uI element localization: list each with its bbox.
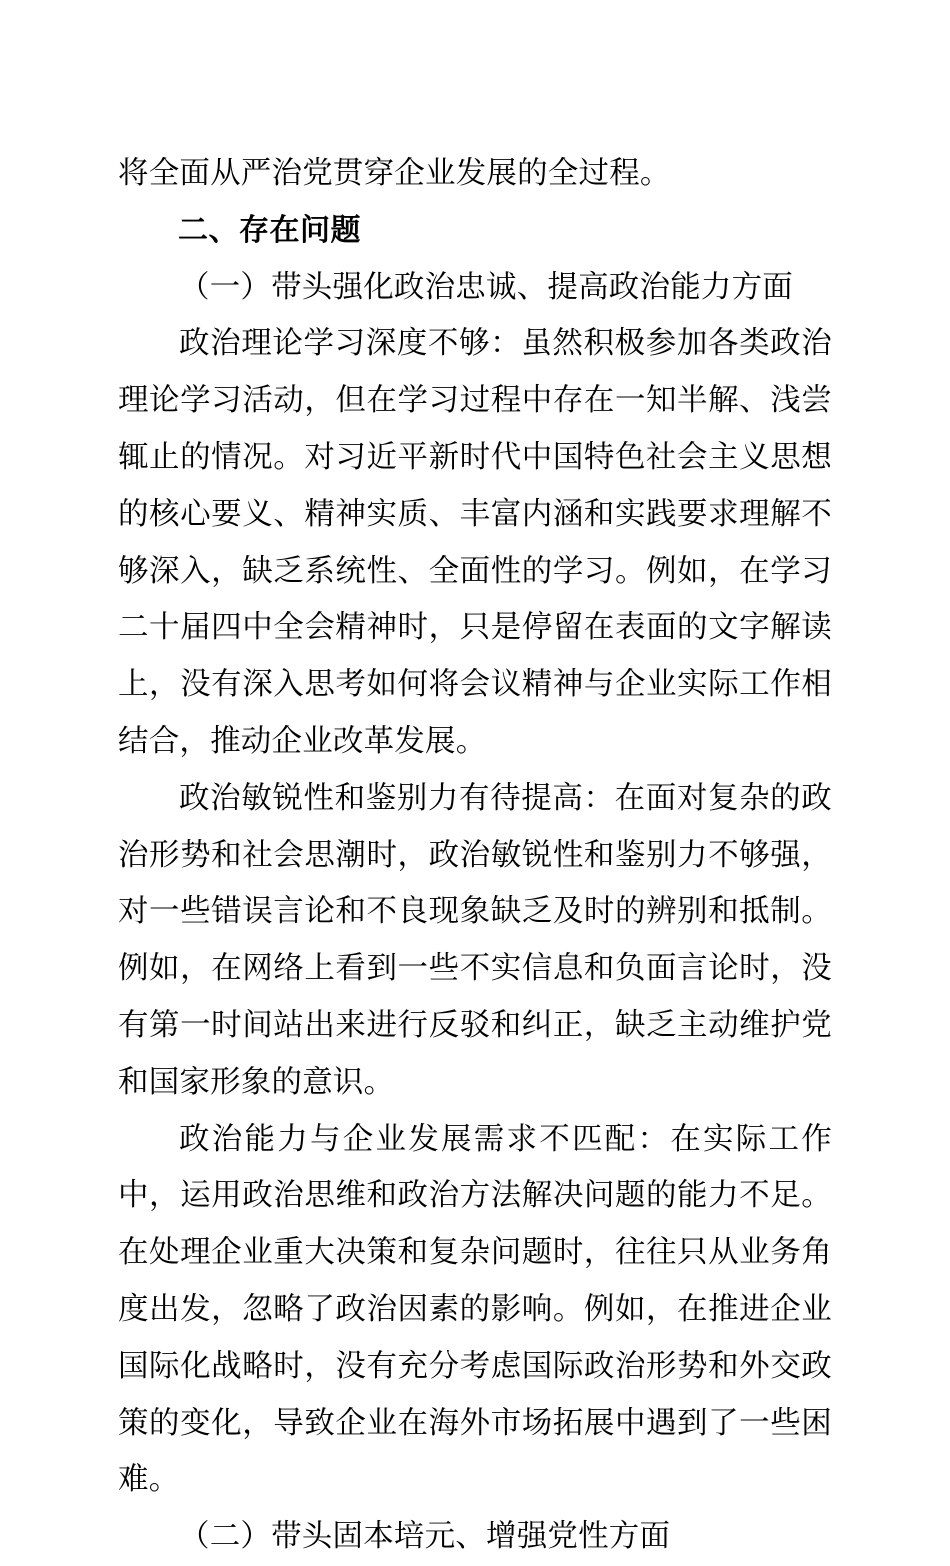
- paragraph-issue-theory-study: 政治理论学习深度不够：虽然积极参加各类政治理论学习活动，但在学习过程中存在一知半解、浅尝辄止的情况。对习近平新时代中国特色社会主义思想的核心要义、精神实质、丰富内涵和实践要求理解不够深入，缺乏系统性、全面性的学习。例如，在学习二十届四中全会精神时，只是停留在表面的文字解读上，没有深入思考如何将会议精神与企业实际工作相结合，推动企业改革发展。: [118, 326, 832, 759]
- subsection-heading-strengthen-party-spirit: （二）带头固本培元、增强党性方面: [179, 1519, 671, 1555]
- document-body: [118, 146, 832, 1566]
- paragraph-issue-capability-mismatch: 政治能力与企业发展需求不匹配：在实际工作中，运用政治思维和政治方法解决问题的能力不足。在处理企业重大决策和复杂问题时，往往只从业务角度出发，忽略了政治因素的影响。例如，在推进企业国际化战略时，没有充分考虑国际政治形势和外交政策的变化，导致企业在海外市场拓展中遇到了一些困难。: [118, 1121, 832, 1498]
- section-heading-existing-problems: 二、存在问题: [178, 212, 361, 248]
- paragraph-issue-political-acuity: 政治敏锐性和鉴别力有待提高：在面对复杂的政治形势和社会思潮时，政治敏锐性和鉴别力不够强，对一些错误言论和不良现象缺乏及时的辨别和抵制。例如，在网络上看到一些不实信息和负面言论时，没有第一时间站出来进行反驳和纠正，缺乏主动维护党和国家形象的意识。: [118, 780, 832, 1100]
- paragraph-continuation-line: 将全面从严治党贯穿企业发展的全过程。: [118, 156, 671, 191]
- subsection-heading-political-loyalty: （一）带头强化政治忠诚、提高政治能力方面: [179, 269, 793, 305]
